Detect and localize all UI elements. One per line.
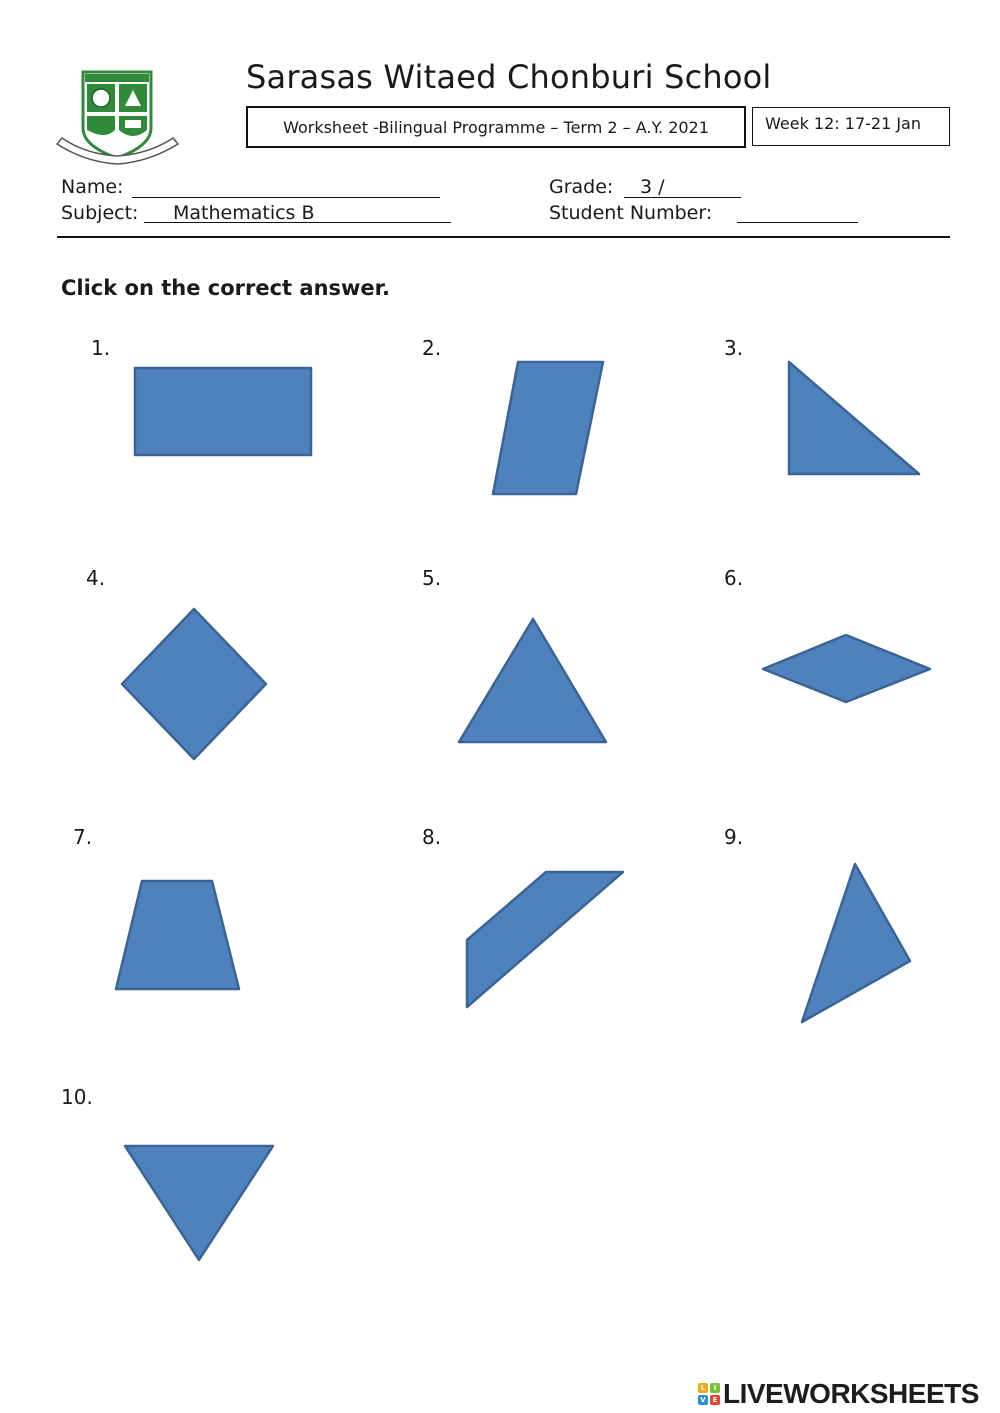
liveworksheets-brand[interactable] [698, 1378, 979, 1410]
shape-8-quadrilateral[interactable] [467, 872, 623, 1007]
student-number-label: Student Number: [549, 202, 713, 224]
instruction-text: Click on the correct answer. [61, 276, 390, 300]
header-divider [57, 236, 950, 238]
subject-value: Mathematics B [173, 202, 315, 224]
shape-9-triangle[interactable] [802, 864, 910, 1022]
question-number-1: 1. [91, 336, 111, 360]
grade-value: 3 / [640, 176, 665, 198]
question-number-5: 5. [422, 566, 442, 590]
shape-1-rectangle[interactable] [135, 368, 311, 455]
question-number-3: 3. [724, 336, 744, 360]
school-logo-icon [55, 66, 180, 168]
shape-7-trapezoid[interactable] [116, 881, 239, 989]
shape-4-square[interactable] [122, 609, 266, 759]
grade-label: Grade: [549, 176, 614, 198]
question-number-9: 9. [724, 825, 744, 849]
name-field[interactable] [132, 197, 440, 198]
school-title: Sarasas Witaed Chonburi School [246, 58, 772, 96]
shape-3-right-triangle[interactable] [789, 362, 919, 474]
brand-text: LIVEWORKSHEETS [723, 1378, 979, 1409]
shape-2-parallelogram[interactable] [493, 362, 603, 494]
subject-label: Subject: [61, 202, 139, 224]
question-number-2: 2. [422, 336, 442, 360]
shape-5-triangle[interactable] [459, 619, 606, 742]
week-label: Week 12: 17-21 Jan [752, 107, 950, 146]
name-label: Name: [61, 176, 124, 198]
student-number-field[interactable] [737, 222, 858, 223]
question-number-10: 10. [61, 1085, 93, 1109]
liveworksheets-logo-icon: L I V E [698, 1383, 720, 1405]
question-number-8: 8. [422, 825, 442, 849]
question-number-4: 4. [86, 566, 106, 590]
worksheet-label: Worksheet -Bilingual Programme – Term 2 – A.Y. 2021 [246, 106, 746, 148]
question-number-7: 7. [73, 825, 93, 849]
shape-10-inverted-triangle[interactable] [125, 1146, 273, 1260]
shape-6-rhombus[interactable] [763, 635, 930, 702]
question-number-6: 6. [724, 566, 744, 590]
